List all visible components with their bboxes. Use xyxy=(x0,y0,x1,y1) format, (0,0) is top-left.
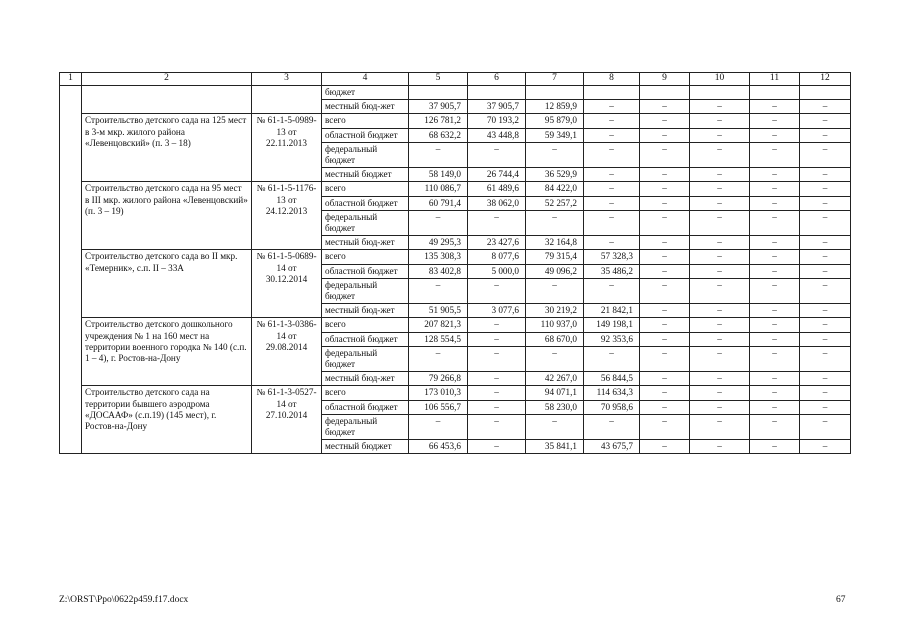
value-cell: – xyxy=(800,182,851,196)
value-cell: 58 149,0 xyxy=(409,168,468,182)
value-cell: – xyxy=(800,210,851,235)
header-cell: 8 xyxy=(584,73,640,86)
value-cell: – xyxy=(800,128,851,142)
value-cell: – xyxy=(584,236,640,250)
value-cell: – xyxy=(750,236,800,250)
value-cell: 51 905,5 xyxy=(409,304,468,318)
funding-source-label: областной бюджет xyxy=(322,128,409,142)
value-cell: – xyxy=(640,372,690,386)
value-cell: – xyxy=(640,346,690,371)
doc-cell: № 61-1-5-1176-13 от 24.12.2013 xyxy=(252,182,322,250)
value-cell: – xyxy=(690,346,750,371)
document-page xyxy=(59,72,850,454)
value-cell: – xyxy=(800,372,851,386)
value-cell: – xyxy=(750,414,800,439)
value-cell: – xyxy=(750,278,800,303)
funding-source-label: областной бюджет xyxy=(322,264,409,278)
value-cell: – xyxy=(584,142,640,167)
value-cell: – xyxy=(800,142,851,167)
value-cell: 110 086,7 xyxy=(409,182,468,196)
value-cell: – xyxy=(690,414,750,439)
value-cell: – xyxy=(640,128,690,142)
header-cell: 11 xyxy=(750,73,800,86)
value-cell: 79 266,8 xyxy=(409,372,468,386)
value-cell: – xyxy=(800,114,851,128)
header-cell: 5 xyxy=(409,73,468,86)
value-cell: – xyxy=(800,168,851,182)
value-cell: – xyxy=(468,386,526,400)
value-cell: – xyxy=(750,142,800,167)
header-cell: 10 xyxy=(690,73,750,86)
value-cell: 58 230,0 xyxy=(526,400,584,414)
value-cell xyxy=(584,86,640,100)
value-cell: 92 353,6 xyxy=(584,332,640,346)
value-cell: – xyxy=(750,400,800,414)
value-cell: 43 675,7 xyxy=(584,440,640,454)
value-cell: – xyxy=(690,386,750,400)
value-cell: – xyxy=(409,142,468,167)
value-cell: 26 744,4 xyxy=(468,168,526,182)
value-cell: – xyxy=(468,332,526,346)
value-cell: – xyxy=(750,304,800,318)
project-name-cell xyxy=(82,86,252,114)
value-cell: 126 781,2 xyxy=(409,114,468,128)
doc-cell: № 61-1-5-0689-14 от 30.12.2014 xyxy=(252,250,322,318)
header-cell: 1 xyxy=(60,73,82,86)
header-cell: 3 xyxy=(252,73,322,86)
value-cell: – xyxy=(750,114,800,128)
value-cell: – xyxy=(409,346,468,371)
value-cell: – xyxy=(640,332,690,346)
header-cell: 12 xyxy=(800,73,851,86)
value-cell: – xyxy=(640,440,690,454)
value-cell: 94 071,1 xyxy=(526,386,584,400)
funding-source-label: всего xyxy=(322,318,409,332)
value-cell: – xyxy=(640,114,690,128)
value-cell: – xyxy=(584,278,640,303)
value-cell: – xyxy=(690,278,750,303)
value-cell: – xyxy=(584,346,640,371)
value-cell: – xyxy=(526,142,584,167)
value-cell: – xyxy=(800,304,851,318)
funding-source-label: всего xyxy=(322,386,409,400)
doc-cell: № 61-1-3-0527-14 от 27.10.2014 xyxy=(252,386,322,454)
value-cell: – xyxy=(584,168,640,182)
value-cell: 84 422,0 xyxy=(526,182,584,196)
value-cell: – xyxy=(750,196,800,210)
value-cell: 30 219,2 xyxy=(526,304,584,318)
funding-source-label: федеральный бюджет xyxy=(322,278,409,303)
value-cell: – xyxy=(690,168,750,182)
funding-source-label: областной бюджет xyxy=(322,332,409,346)
funding-source-label: всего xyxy=(322,250,409,264)
value-cell: 49 295,3 xyxy=(409,236,468,250)
value-cell: 37 905,7 xyxy=(409,100,468,114)
value-cell: – xyxy=(750,210,800,235)
value-cell: – xyxy=(468,318,526,332)
value-cell: 68 632,2 xyxy=(409,128,468,142)
value-cell: – xyxy=(690,250,750,264)
value-cell: – xyxy=(750,372,800,386)
value-cell: – xyxy=(690,332,750,346)
table-row xyxy=(60,86,851,100)
value-cell: – xyxy=(750,440,800,454)
index-cell xyxy=(60,86,82,454)
value-cell: 110 937,0 xyxy=(526,318,584,332)
doc-cell: № 61-1-5-0989-13 от 22.11.2013 xyxy=(252,114,322,182)
value-cell: – xyxy=(800,440,851,454)
value-cell: – xyxy=(526,346,584,371)
funding-source-label: местный бюд-жет xyxy=(322,304,409,318)
value-cell: – xyxy=(640,386,690,400)
funding-source-label: областной бюджет xyxy=(322,400,409,414)
value-cell: 95 879,0 xyxy=(526,114,584,128)
header-cell: 7 xyxy=(526,73,584,86)
value-cell: – xyxy=(750,182,800,196)
value-cell: 21 842,1 xyxy=(584,304,640,318)
value-cell: – xyxy=(526,278,584,303)
value-cell: – xyxy=(690,142,750,167)
funding-source-label: местный бюд-жет xyxy=(322,100,409,114)
funding-source-label: местный бюджет xyxy=(322,168,409,182)
value-cell: – xyxy=(800,264,851,278)
value-cell: 57 328,3 xyxy=(584,250,640,264)
value-cell: – xyxy=(584,100,640,114)
value-cell: – xyxy=(409,414,468,439)
header-row xyxy=(60,73,851,86)
value-cell: 35 486,2 xyxy=(584,264,640,278)
value-cell: 43 448,8 xyxy=(468,128,526,142)
value-cell: – xyxy=(640,304,690,318)
value-cell: – xyxy=(750,264,800,278)
table-row xyxy=(60,250,851,264)
value-cell: – xyxy=(690,304,750,318)
value-cell: – xyxy=(690,400,750,414)
funding-source-label: всего xyxy=(322,182,409,196)
value-cell: 37 905,7 xyxy=(468,100,526,114)
value-cell: – xyxy=(584,128,640,142)
value-cell: – xyxy=(640,168,690,182)
value-cell: – xyxy=(690,372,750,386)
funding-source-label: местный бюд-жет xyxy=(322,236,409,250)
value-cell: – xyxy=(584,414,640,439)
value-cell: – xyxy=(690,196,750,210)
value-cell: 60 791,4 xyxy=(409,196,468,210)
header-cell: 4 xyxy=(322,73,409,86)
value-cell: – xyxy=(800,400,851,414)
value-cell: – xyxy=(750,100,800,114)
value-cell: – xyxy=(690,128,750,142)
value-cell: – xyxy=(750,318,800,332)
value-cell: 68 670,0 xyxy=(526,332,584,346)
value-cell: – xyxy=(750,168,800,182)
value-cell: – xyxy=(800,100,851,114)
project-name-cell: Строительство детского сада на 125 мест в 3-м мкр. жилого района «Левенцовский» (п. 3 – 18) xyxy=(82,114,252,182)
value-cell: – xyxy=(468,414,526,439)
page-number: 67 xyxy=(836,595,846,605)
value-cell: – xyxy=(526,210,584,235)
value-cell: 83 402,8 xyxy=(409,264,468,278)
project-name-cell: Строительство детского сада во II мкр. «Темерник», с.п. II – 33А xyxy=(82,250,252,318)
value-cell: – xyxy=(468,210,526,235)
project-name-cell: Строительство детского сада на 95 мест в III мкр. жилого района «Левенцовский» (п. 3 – 19) xyxy=(82,182,252,250)
value-cell: – xyxy=(468,278,526,303)
project-name-cell: Строительство детского дошкольного учреждения № 1 на 160 мест на территории военного городка № 140 (с.п. 1 – 4), г. Ростов-на-Дону xyxy=(82,318,252,386)
value-cell: 207 821,3 xyxy=(409,318,468,332)
value-cell: – xyxy=(800,278,851,303)
value-cell: – xyxy=(640,264,690,278)
value-cell: – xyxy=(750,250,800,264)
funding-source-label: федеральный бюджет xyxy=(322,210,409,235)
doc-cell xyxy=(252,86,322,114)
value-cell: 114 634,3 xyxy=(584,386,640,400)
value-cell: – xyxy=(584,196,640,210)
value-cell: – xyxy=(640,210,690,235)
value-cell: 128 554,5 xyxy=(409,332,468,346)
table-row xyxy=(60,386,851,400)
value-cell: – xyxy=(800,414,851,439)
value-cell xyxy=(750,86,800,100)
table-row xyxy=(60,182,851,196)
value-cell: – xyxy=(640,182,690,196)
value-cell: 42 267,0 xyxy=(526,372,584,386)
funding-source-label: местный бюд-жет xyxy=(322,372,409,386)
value-cell: – xyxy=(409,210,468,235)
value-cell: – xyxy=(690,236,750,250)
value-cell: – xyxy=(690,318,750,332)
table-row xyxy=(60,318,851,332)
project-name-cell: Строительство детского сада на территории бывшего аэродрома «ДОСААФ» (с.п.19) (145 мест), г. Ростов-на-Дону xyxy=(82,386,252,454)
funding-source-label: федеральный бюджет xyxy=(322,142,409,167)
value-cell: – xyxy=(468,372,526,386)
value-cell: – xyxy=(800,318,851,332)
funding-source-label: федеральный бюджет xyxy=(322,414,409,439)
value-cell: – xyxy=(640,414,690,439)
value-cell: – xyxy=(468,440,526,454)
value-cell: – xyxy=(750,128,800,142)
header-cell: 9 xyxy=(640,73,690,86)
value-cell: – xyxy=(468,400,526,414)
value-cell: – xyxy=(800,196,851,210)
value-cell xyxy=(640,86,690,100)
value-cell: – xyxy=(800,250,851,264)
header-cell: 2 xyxy=(82,73,252,86)
value-cell: 149 198,1 xyxy=(584,318,640,332)
file-path: Z:\ORST\Ppo\0622p459.f17.docx xyxy=(59,595,189,605)
value-cell: 35 841,1 xyxy=(526,440,584,454)
value-cell: – xyxy=(640,250,690,264)
value-cell: – xyxy=(640,142,690,167)
value-cell: 173 010,3 xyxy=(409,386,468,400)
value-cell: 70 193,2 xyxy=(468,114,526,128)
value-cell xyxy=(526,86,584,100)
value-cell: 36 529,9 xyxy=(526,168,584,182)
value-cell: – xyxy=(584,182,640,196)
value-cell: 79 315,4 xyxy=(526,250,584,264)
value-cell xyxy=(468,86,526,100)
funding-source-label: бюджет xyxy=(322,86,409,100)
table-row xyxy=(60,114,851,128)
value-cell: – xyxy=(640,400,690,414)
funding-source-label: областной бюджет xyxy=(322,196,409,210)
value-cell: 66 453,6 xyxy=(409,440,468,454)
value-cell: – xyxy=(409,278,468,303)
value-cell xyxy=(690,86,750,100)
value-cell: – xyxy=(750,386,800,400)
value-cell: – xyxy=(750,332,800,346)
value-cell: 135 308,3 xyxy=(409,250,468,264)
value-cell: – xyxy=(584,210,640,235)
value-cell: 12 859,9 xyxy=(526,100,584,114)
value-cell: 106 556,7 xyxy=(409,400,468,414)
value-cell: 5 000,0 xyxy=(468,264,526,278)
value-cell: 56 844,5 xyxy=(584,372,640,386)
funding-source-label: всего xyxy=(322,114,409,128)
value-cell: 49 096,2 xyxy=(526,264,584,278)
budget-table xyxy=(59,72,851,454)
value-cell: – xyxy=(800,386,851,400)
value-cell: – xyxy=(584,114,640,128)
value-cell: – xyxy=(640,236,690,250)
value-cell: 52 257,2 xyxy=(526,196,584,210)
value-cell: – xyxy=(640,100,690,114)
value-cell: 32 164,8 xyxy=(526,236,584,250)
value-cell xyxy=(800,86,851,100)
value-cell: – xyxy=(800,346,851,371)
value-cell: 61 489,6 xyxy=(468,182,526,196)
value-cell: – xyxy=(800,332,851,346)
value-cell xyxy=(409,86,468,100)
funding-source-label: федеральный бюджет xyxy=(322,346,409,371)
value-cell: – xyxy=(640,318,690,332)
value-cell: 59 349,1 xyxy=(526,128,584,142)
value-cell: – xyxy=(690,114,750,128)
value-cell: – xyxy=(690,440,750,454)
value-cell: 8 077,6 xyxy=(468,250,526,264)
doc-cell: № 61-1-3-0386-14 от 29.08.2014 xyxy=(252,318,322,386)
value-cell: – xyxy=(468,346,526,371)
value-cell: 3 077,6 xyxy=(468,304,526,318)
value-cell: – xyxy=(800,236,851,250)
value-cell: – xyxy=(640,196,690,210)
value-cell: – xyxy=(468,142,526,167)
value-cell: 23 427,6 xyxy=(468,236,526,250)
value-cell: – xyxy=(640,278,690,303)
value-cell: – xyxy=(690,182,750,196)
value-cell: – xyxy=(690,100,750,114)
value-cell: – xyxy=(690,210,750,235)
value-cell: 38 062,0 xyxy=(468,196,526,210)
value-cell: – xyxy=(750,346,800,371)
value-cell: – xyxy=(690,264,750,278)
value-cell: – xyxy=(526,414,584,439)
value-cell: 70 958,6 xyxy=(584,400,640,414)
header-cell: 6 xyxy=(468,73,526,86)
funding-source-label: местный бюджет xyxy=(322,440,409,454)
